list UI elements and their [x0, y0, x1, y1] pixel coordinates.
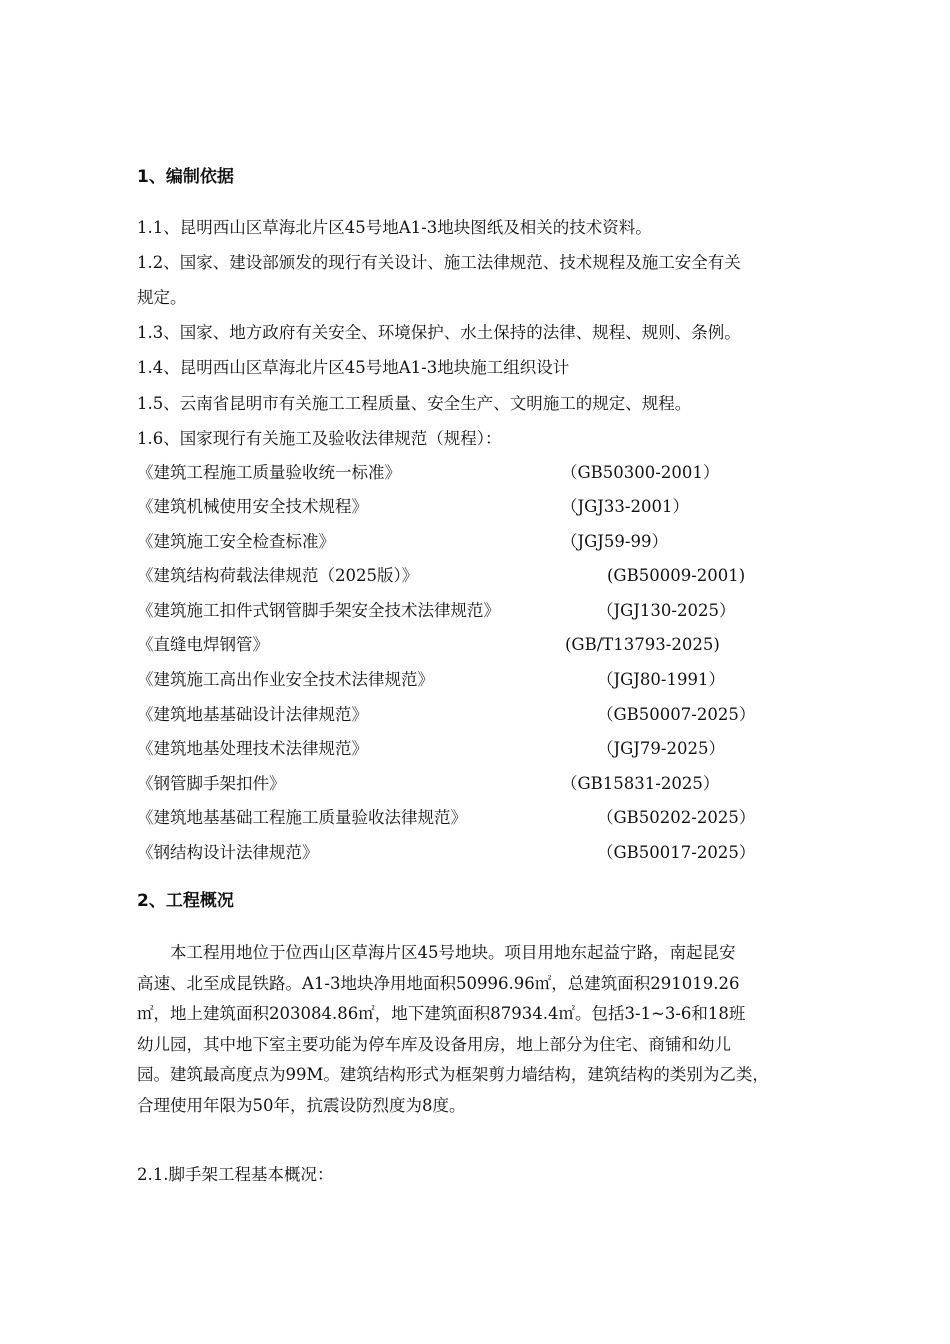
- paragraph-line: 高速、北至成昆铁路。A1-3地块净用地面积50996.96㎡，总建筑面积291019.26: [137, 973, 740, 993]
- basis-item-1-2: 1.2、国家、建设部颁发的现行有关设计、施工法律规范、技术规程及施工安全有关: [137, 253, 741, 272]
- standard-title: 《建筑地基基础工程施工质量验收法律规范》: [137, 808, 467, 827]
- basis-item-1-2-cont: 规定。: [137, 288, 187, 307]
- basis-item-1-6: 1.6、国家现行有关施工及验收法律规范（规程）：: [137, 429, 502, 448]
- basis-item-1-4: 1.4、昆明西山区草海北片区45号地A1-3地块施工组织设计: [137, 358, 570, 377]
- standard-title: 《钢管脚手架扣件》: [137, 774, 286, 793]
- standard-title: 《建筑结构荷载法律规范（2025版）》: [137, 566, 419, 585]
- standard-code: （GB50017-2025）: [597, 843, 756, 862]
- basis-item-1-3: 1.3、国家、地方政府有关安全、环境保护、水土保持的法律、规程、规则、条例。: [137, 323, 741, 342]
- paragraph-line: 园。建筑最高度点为99M。建筑结构形式为框架剪力墙结构，建筑结构的类别为乙类，: [137, 1065, 769, 1084]
- standard-title: 《建筑地基基础设计法律规范》: [137, 705, 368, 724]
- paragraph-line: 合理使用年限为50年，抗震设防烈度为8度。: [137, 1095, 466, 1115]
- standard-code: （GB15831-2025）: [561, 774, 720, 793]
- section-2-heading: 2、工程概况: [137, 891, 234, 911]
- paragraph-line: 幼儿园，其中地下室主要功能为停车库及设备用房，地上部分为住宅、商铺和幼儿: [137, 1034, 731, 1054]
- paragraph-line: ㎡，地上建筑面积203084.86㎡，地下建筑面积87934.4㎡。包括3-1~3-6和18班: [137, 1004, 746, 1023]
- standard-title: 《建筑施工安全检查标准》: [137, 532, 335, 551]
- subsection-2-1-heading: 2.1.脚手架工程基本概况：: [137, 1165, 334, 1184]
- project-overview-paragraph: [137, 938, 837, 1121]
- standard-code: （JGJ130-2025）: [597, 601, 736, 620]
- standard-title: 《钢结构设计法律规范》: [137, 843, 319, 862]
- standard-title: 《建筑机械使用安全技术规程》: [137, 497, 368, 516]
- standard-code: （GB50202-2025）: [597, 808, 756, 827]
- standard-title: 《建筑施工高出作业安全技术法律规范》: [137, 670, 434, 689]
- standard-code: (GB50009-2001): [607, 566, 746, 585]
- basis-item-1-1: 1.1、昆明西山区草海北片区45号地A1-3地块图纸及相关的技术资料。: [137, 218, 652, 237]
- standard-code: （GB50007-2025）: [597, 705, 756, 724]
- standard-code: （GB50300-2001）: [561, 463, 720, 482]
- standard-title: 《建筑施工扣件式钢管脚手架安全技术法律规范》: [137, 601, 500, 620]
- standard-code: (GB/T13793-2025): [565, 635, 720, 654]
- standard-title: 《建筑工程施工质量验收统一标准》: [137, 463, 401, 482]
- standard-code: （JGJ33-2001）: [561, 497, 689, 516]
- standard-code: （JGJ80-1991）: [597, 670, 725, 689]
- standard-code: （JGJ79-2025）: [597, 739, 725, 758]
- standard-title: 《建筑地基处理技术法律规范》: [137, 739, 368, 758]
- section-1-heading: 1、编制依据: [137, 167, 234, 187]
- standard-title: 《直缝电焊钢管》: [137, 635, 269, 654]
- paragraph-line: 本工程用地位于位西山区草海片区45号地块。项目用地东起益宁路，南起昆安: [137, 943, 736, 962]
- basis-item-1-5: 1.5、云南省昆明市有关施工工程质量、安全生产、文明施工的规定、规程。: [137, 394, 692, 413]
- standard-code: （JGJ59-99）: [561, 532, 668, 551]
